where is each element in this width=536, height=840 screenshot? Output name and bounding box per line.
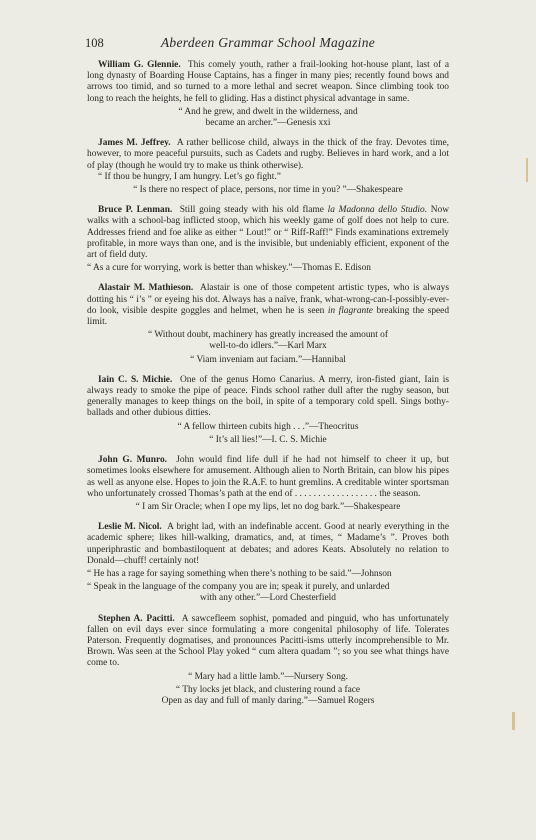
entry-michie (87, 375, 449, 446)
entry-name: William G. Glennie. (98, 60, 181, 70)
entry-text-italic: in flagrante (327, 305, 373, 316)
quote-line: “ He has a rage for saying something when there’s nothing to be said.”—Johnson (87, 568, 392, 579)
entry-text: Now walks with a school-bag inflicted stoop, which his weekly game of golf does not help to cure. Addresses friend and foe alike as either “ Lout!” or “ Riff-Raff!” Finds examinations extremely profitable, in more ways than one, and is the invisible, but undeniably efficient, exponent of the art of field duty. (87, 205, 450, 261)
entry-bio (87, 205, 449, 261)
entry-text: One of the genus Homo Canarius. A merry, iron-fisted giant, Iain is always ready to smoke the pipe of peace. Finds school rather dull after the rugby season, but generally manages to keep things on the boil, in spite of a temporary cold spell. Sings bothy-ballads and other dubious ditties. (87, 374, 450, 419)
entry-jeffrey (87, 138, 449, 196)
quote-line: “ If thou be hungry, I am hungry. Let’s go fight.” (98, 171, 281, 182)
entry-munro (87, 455, 449, 513)
entry-bio (87, 283, 449, 328)
entry-bio (87, 522, 449, 567)
entry-text: A rather bellicose child, always in the thick of the fray. Devotes time, however, to more peaceful pursuits, such as Cadets and rugby. Believes in hard work, and a lot of play (though he would try to make us think otherwise). (87, 138, 449, 171)
quote-line: became an archer.”—Genesis xxi (205, 118, 331, 129)
entry-name: Stephen A. Pacitti. (98, 613, 175, 624)
page-stain (512, 712, 515, 730)
entry-bio (87, 455, 449, 500)
entry-name: Leslie M. Nicol. (98, 522, 162, 533)
entry-nicol (87, 522, 449, 604)
entry-bio (87, 614, 449, 670)
quote-line: well-to-do idlers.”—Karl Marx (209, 341, 327, 352)
quote-line: with any other.”—Lord Chesterfield (200, 593, 336, 604)
entry-name: Alastair M. Mathieson. (98, 283, 194, 294)
entry-bio (87, 375, 449, 420)
entry-text: Still going steady with his old flame (179, 205, 324, 216)
entry-lenman (87, 205, 449, 274)
entry-bio (87, 60, 449, 105)
quote-line: “ As a cure for worrying, work is better than whiskey.”—Thomas E. Edison (87, 263, 371, 274)
entry-text: A sawcefleem sophist, pomaded and pinguid, who has unfortunately fallen on evil days ever since formulating a more congenital philosophy of life. Tolerates Paterson. Frequently dogmatises, and pronounces Pacitti-isms utterly incomprehensible to Mr. Brown. Was seen at the School Play yoked “ cum altera quadam ”; so you see what things have come to. (87, 613, 449, 669)
running-head: Aberdeen Grammar School Magazine (160, 35, 376, 50)
quote-line: “ And he grew, and dwelt in the wilderness, and (178, 106, 358, 117)
entry-text-italic: la Madonna dello Studio. (327, 205, 428, 216)
quote-line: “ Thy locks jet black, and clustering round a face (175, 684, 361, 695)
entry-mathieson (87, 283, 449, 365)
page-stain (526, 158, 528, 182)
page-header (0, 36, 536, 56)
quote-line: “ It’s all lies!”—I. C. S. Michie (209, 434, 327, 445)
quote-line: Open as day and full of manly daring.”—Samuel Rogers (161, 695, 375, 706)
quote-line: “ Viam inveniam aut faciam.”—Hannibal (190, 354, 346, 365)
page-content (87, 60, 449, 716)
quote-line: “ I am Sir Oracle; when I ope my lips, let no dog bark.”—Shakespeare (135, 501, 401, 512)
quote-line: “ A fellow thirteen cubits high . . .”—Theocritus (177, 421, 359, 432)
entry-text: breaking the speed limit. (87, 305, 450, 328)
entry-glennie (87, 60, 449, 129)
quote-line: “ Is there no respect of place, persons, nor time in you? ”—Shakespeare (133, 185, 403, 196)
entry-name: Bruce P. Lenman. (98, 205, 173, 216)
entry-name: James M. Jeffrey. (98, 138, 171, 149)
entry-pacitti (87, 614, 449, 708)
entry-text: Alastair is one of those competent artistic types, who is always dotting his “ i’s ” or eyeing his dot. Always has a naïve, frank, what-wrong-can-I-possibly-ever-do look, visible despite goggles and helmet, when he is seen (87, 283, 450, 316)
quote-line: “ Without doubt, machinery has greatly increased the amount of (147, 330, 388, 341)
entry-text: John would find life dull if he had not himself to cheer it up, but sometimes looks elsewhere for amusement. Although alien to North Britain, can blow his pipes as well as anyone else. Hopes to join the R.A.F. to hunt gremlins. A creditable winter sportsman who unfortunately crossed Thomas’s path at the end of . . . . . . . . . . . . . . . . . . the season. (87, 455, 450, 499)
entry-name: Iain C. S. Michie. (98, 374, 173, 385)
quote-line: “ Mary had a little lamb.”—Nursery Song. (188, 671, 348, 682)
entry-text: A bright lad, with an indefinable accent. Good at nearly everything in the academic sphere; likes hill-walking, dramatics, and, at times, “ Madame’s ”. Proves both unperiphrastic and bombastiloquent at debates; and adores Keats. Absolutely no relation to Donald—chuff! certainly not! (87, 522, 449, 566)
entry-name: John G. Munro. (98, 455, 167, 466)
quote-line: “ Speak in the language of the company you are in; speak it purely, and unlarded (87, 582, 390, 593)
entry-bio (87, 138, 449, 172)
entry-text: This comely youth, rather a frail-looking hot-house plant, last of a long dynasty of Boarding House Captains, has a finger in many pies; recently found bows and arrows too timid, and so turned to a more lethal and secret weapon. Since climbing took too long to reach the heights, he fell to gliding. Has a distinct physical advantage in same. (87, 60, 449, 104)
page-number: 108 (85, 36, 104, 50)
